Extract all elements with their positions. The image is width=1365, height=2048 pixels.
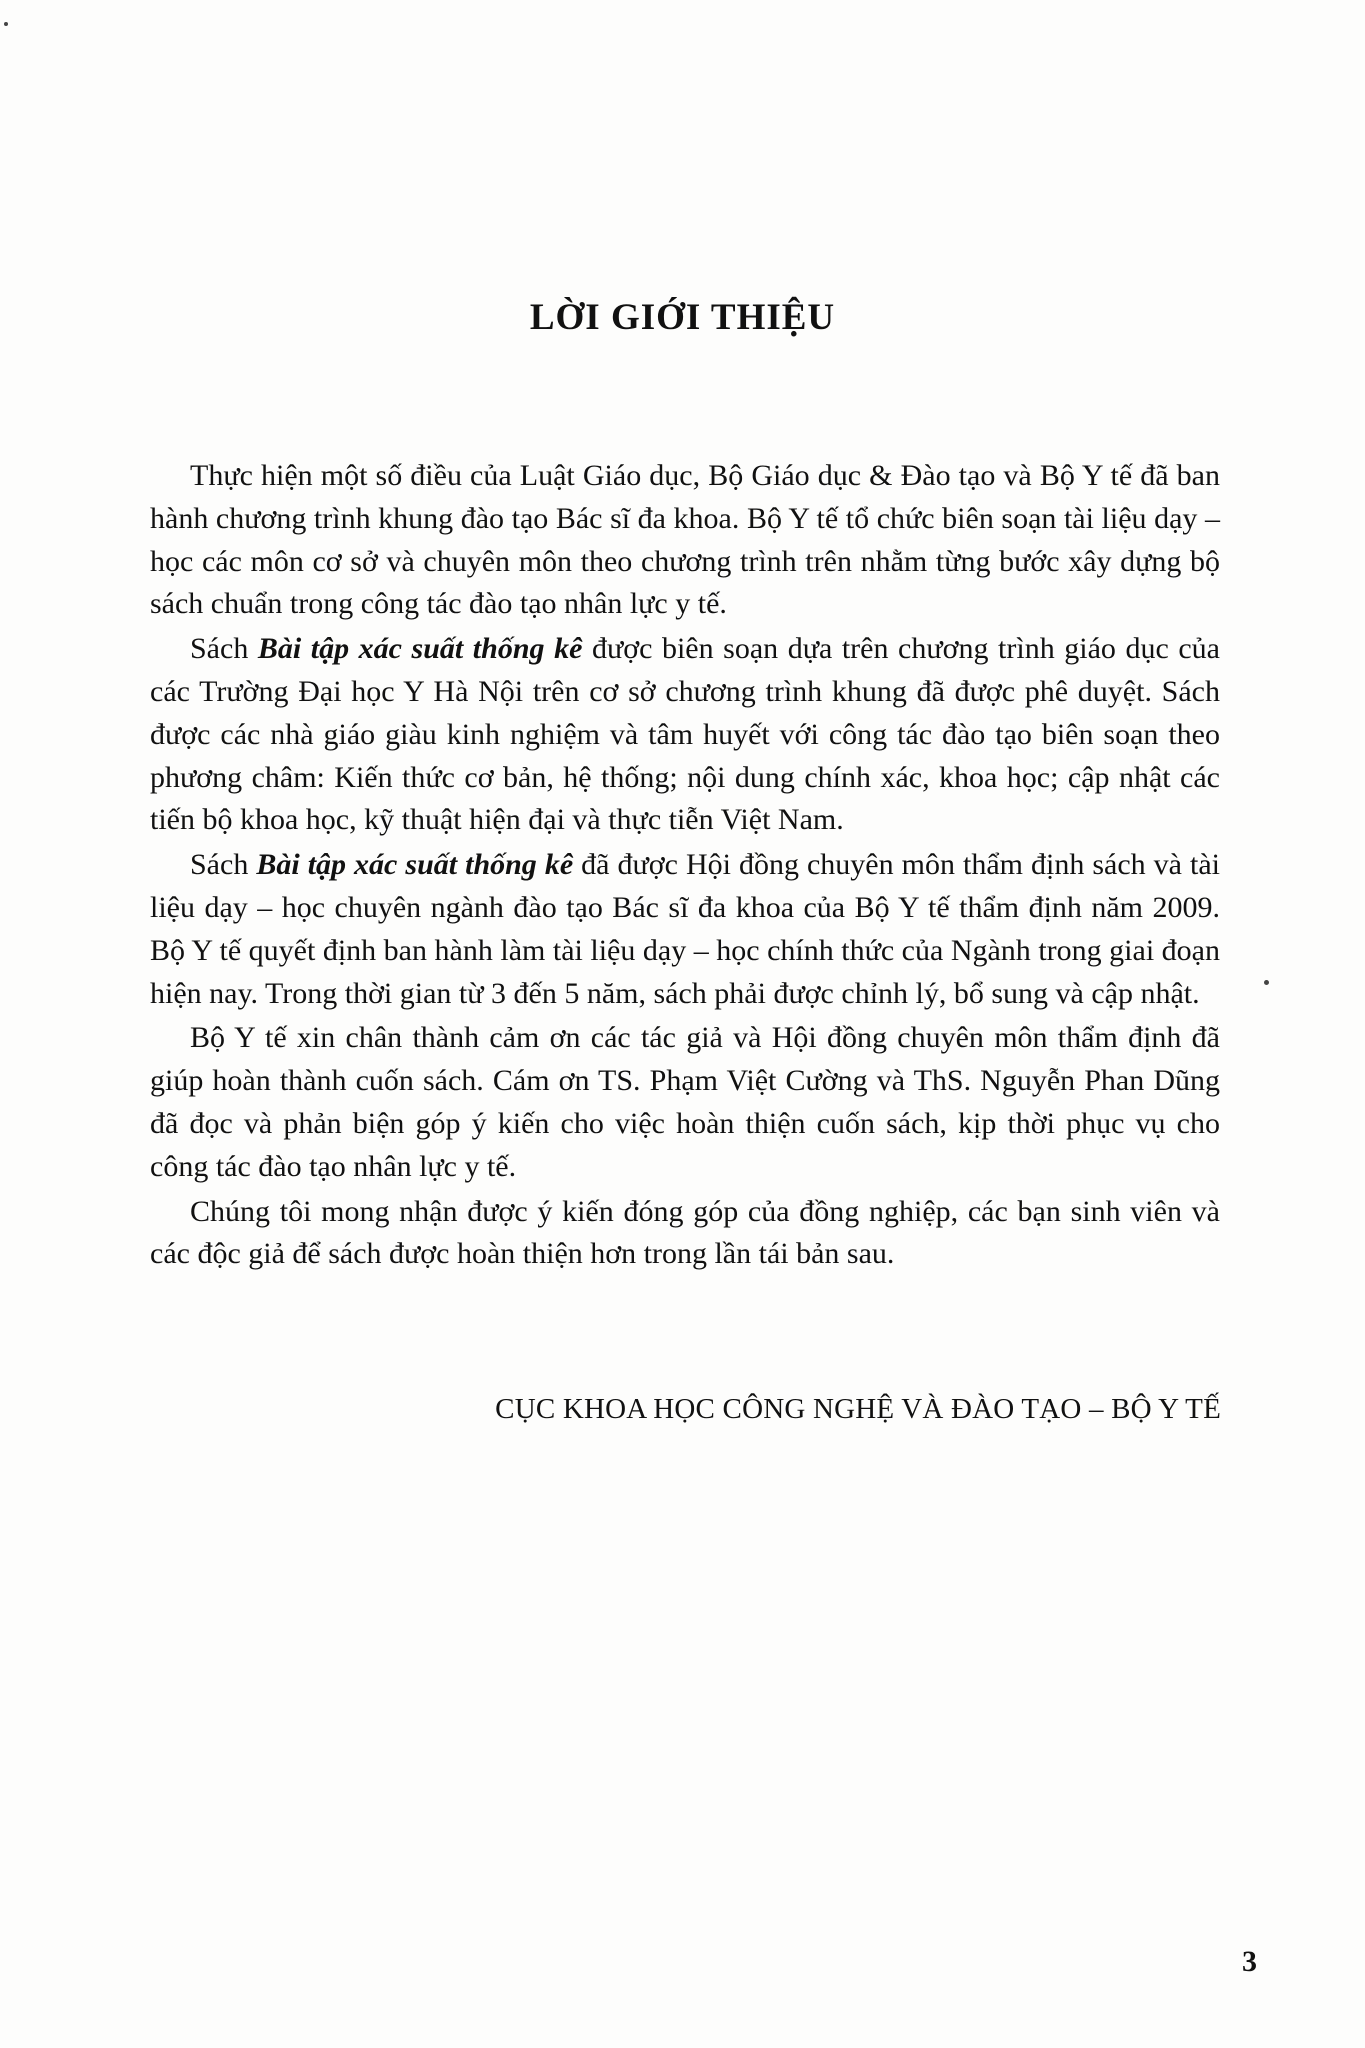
paragraph bbox=[150, 455, 1220, 626]
paragraph-text: Sách bbox=[190, 632, 258, 666]
paragraph-text: Thực hiện một số điều của Luật Giáo dục, Bộ Giáo dục & Đào tạo và Bộ Y tế đã ban hành chương trình khung đào tạo Bác sĩ đa khoa. Bộ Y tế tổ chức biên soạn tài liệu dạy – học các môn cơ sở và chuyên môn theo chương trình trên nhằm từng bước xây dựng bộ sách chuẩn trong công tác đào tạo nhân lực y tế. bbox=[150, 459, 1220, 621]
paragraph bbox=[150, 1017, 1220, 1188]
scan-speck bbox=[4, 22, 8, 26]
paragraph-text: Bộ Y tế xin chân thành cảm ơn các tác giả và Hội đồng chuyên môn thẩm định đã giúp hoàn thành cuốn sách. Cám ơn TS. Phạm Việt Cường và ThS. Nguyễn Phan Dũng đã đọc và phản biện góp ý kiến cho việc hoàn thiện cuốn sách, kịp thời phục vụ cho công tác đào tạo nhân lực y tế. bbox=[150, 1021, 1220, 1183]
page-number: 3 bbox=[1242, 1945, 1257, 1978]
paragraph bbox=[150, 628, 1220, 842]
paragraph-text: Sách bbox=[190, 848, 257, 882]
page-title: LỜI GIỚI THIỆU bbox=[529, 297, 836, 338]
signature-line: CỤC KHOA HỌC CÔNG NGHỆ VÀ ĐÀO TẠO – BỘ Y TẾ bbox=[495, 1393, 1221, 1425]
paragraph-text: được biên soạn dựa trên chương trình giáo dục của các Trường Đại học Y Hà Nội trên cơ sở chương trình khung đã được phê duyệt. Sách được các nhà giáo giàu kinh nghiệm và tâm huyết với công tác đào tạo biên soạn theo phương châm: Kiến thức cơ bản, hệ thống; nội dung chính xác, khoa học; cập nhật các tiến bộ khoa học, kỹ thuật hiện đại và thực tiễn Việt Nam. bbox=[150, 632, 1220, 837]
paragraph bbox=[150, 1191, 1220, 1277]
book-title-emphasis: Bài tập xác suất thống kê bbox=[256, 848, 574, 882]
paragraph-text: Chúng tôi mong nhận được ý kiến đóng góp của đồng nghiệp, các bạn sinh viên và các độc giả để sách được hoàn thiện hơn trong lần tái bản sau. bbox=[150, 1194, 1220, 1271]
scan-speck bbox=[1264, 980, 1269, 985]
paragraph-text: đã được Hội đồng chuyên môn thẩm định sách và tài liệu dạy – học chuyên ngành đào tạo Bác sĩ đa khoa của Bộ Y tế thẩm định năm 2009. Bộ Y tế quyết định ban hành làm tài liệu dạy – học chính thức của Ngành trong giai đoạn hiện nay. Trong thời gian từ 3 đến 5 năm, sách phải được chỉnh lý, bổ sung và cập nhật. bbox=[150, 848, 1220, 1010]
body-text bbox=[150, 455, 1220, 1278]
book-title-emphasis: Bài tập xác suất thống kê bbox=[257, 632, 583, 666]
paragraph bbox=[150, 844, 1220, 1015]
